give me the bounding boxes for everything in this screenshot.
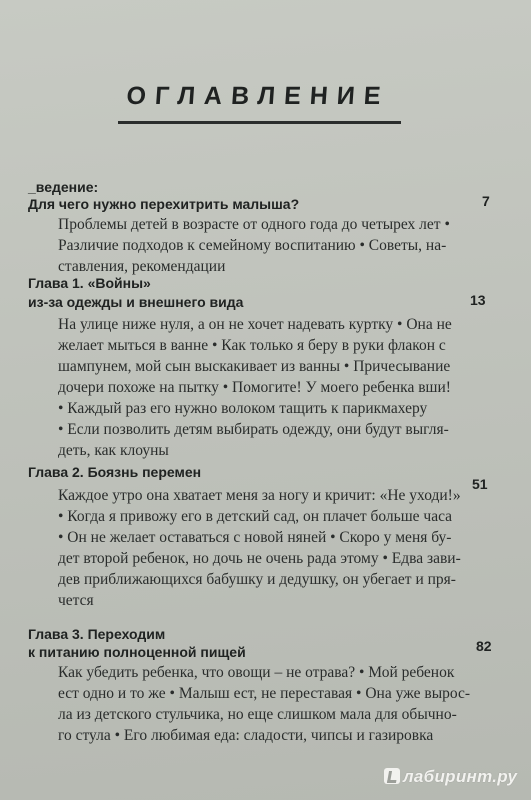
labirint-logo-icon [384,768,400,784]
chapter3-description [58,662,513,746]
chapter1-desc-line: На улице ниже нуля, а он не хочет надевать куртку • Она не [58,316,452,333]
intro-page-number: 7 [482,193,490,209]
chapter2-desc-line: • Когда я привожу его в детский сад, он плачет больше часа [58,508,453,525]
chapter1-heading-line-1: Глава 1. «Войны» [28,275,151,291]
chapter2-description [58,485,513,611]
contents-title-block [118,82,398,111]
chapter2-heading: Глава 2. Боязнь перемен [28,464,202,480]
intro-heading-line-1: _ведение: [28,179,99,195]
chapter3-desc-line: ест одно и то же • Малыш ест, не переставая • Она уже вырос- [58,685,471,702]
chapter3-desc-line: го стула • Его любимая еда: сладости, чипсы и газировка [58,727,434,744]
title-underline [118,121,401,124]
chapter1-desc-line: деть, как клоуны [58,442,169,459]
chapter2-desc-line: дев приближающихся бабушку и дедушку, он убегает и пря- [58,571,456,588]
intro-heading-line-2: Для чего нужно перехитрить малыша? [28,196,300,212]
chapter2-desc-line: дет второй ребенок, но дочь не очень рада этому • Едва зави- [58,550,461,567]
chapter2-desc-line: Каждое утро она хватает меня за ногу и кричит: «Не уходи!» [58,487,461,504]
site-watermark [384,767,517,787]
intro-desc-line: Проблемы детей в возрасте от одного года до четырех лет • [58,216,450,233]
contents-title: ОГЛАВЛЕНИЕ [125,82,391,110]
intro-desc-line: ставления, рекомендации [58,258,226,275]
chapter3-desc-line: ла из детского стульчика, но еще слишком мала для обычно- [58,706,457,723]
chapter1-description [58,314,513,461]
chapter1-desc-line: желает мыться в ванне • Как только я беру в руки флакон с [58,337,446,354]
chapter1-desc-line: • Если позволить детям выбирать одежду, они будут выгля- [58,421,449,438]
intro-description [58,214,513,277]
chapter2-desc-line: • Он не желает оставаться с новой няней • Скоро у меня бу- [58,529,452,546]
watermark-text: лабиринт.ру [403,767,518,786]
chapter3-heading-line-1: Глава 3. Переходим [28,626,166,642]
chapter1-page-number: 13 [470,292,486,308]
chapter3-page-number: 82 [476,638,492,654]
chapter1-heading-line-2: из-за одежды и внешнего вида [28,294,244,310]
chapter2-page-number: 51 [472,476,488,492]
chapter1-desc-line: дочери похоже на пытку • Помогите! У моего ребенка вши! [58,379,451,396]
intro-desc-line: Различие подходов к семейному воспитанию • Советы, на- [58,237,447,254]
chapter1-desc-line: • Каждый раз его нужно волоком тащить к парикмахеру [58,400,428,417]
chapter3-desc-line: Как убедить ребенка, что овощи – не отрава? • Мой ребенок [58,664,455,681]
chapter1-desc-line: шампунем, мой сын выскакивает из ванны • Причесывание [58,358,451,375]
chapter3-heading-line-2: к питанию полноценной пищей [28,644,246,660]
chapter2-desc-line: чется [58,592,94,609]
